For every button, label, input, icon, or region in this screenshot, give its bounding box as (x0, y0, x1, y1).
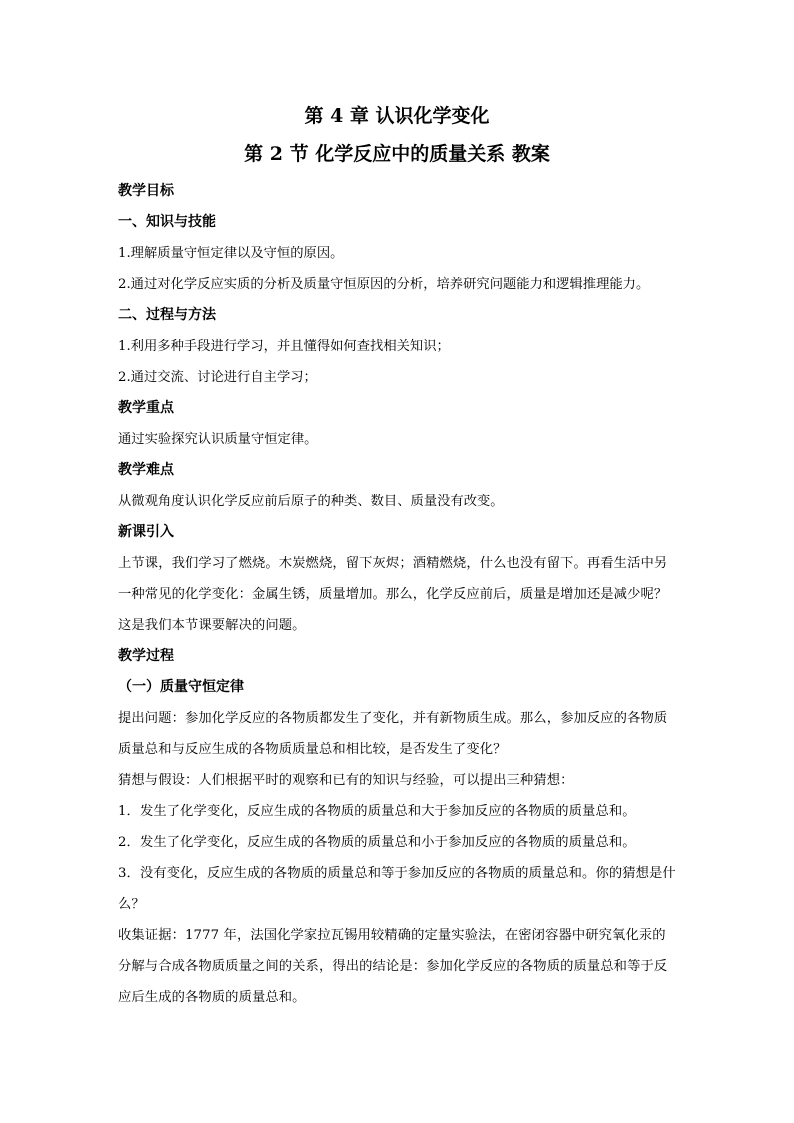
process-method-heading: 二、过程与方法 (118, 307, 216, 323)
knowledge-item: 2.通过对化学反应实质的分析及质量守恒原因的分析，培养研究问题能力和逻辑推理能力。 (118, 277, 650, 292)
knowledge-heading: 一、知识与技能 (118, 214, 216, 230)
key-point-heading: 教学重点 (118, 400, 174, 416)
objectives-heading: 教学目标 (118, 183, 174, 199)
key-point-text: 通过实验探究认识质量守恒定律。 (118, 432, 318, 447)
difficulty-heading: 教学难点 (118, 462, 174, 478)
hypothesis-paragraph: 猜想与假设：人们根据平时的观察和已有的知识与经验，可以提出三种猜想： (118, 773, 574, 788)
intro-heading: 新课引入 (118, 524, 174, 540)
intro-paragraph: 上节课，我们学习了燃烧。木炭燃烧，留下灰烬；酒精燃烧，什么也没有留下。再看生活中另一种常见的化学变化：金属生锈，质量增加。那么，化学反应前后，质量是增加还是减少呢？这是我们本节课要解决的问题。 (118, 556, 668, 633)
conservation-law-subheading: （一）质量守恒定律 (118, 679, 244, 695)
section-title: 第 2 节 化学反应中的质量关系 教案 (244, 143, 550, 165)
evidence-paragraph: 收集证据：1777 年，法国化学家拉瓦锡用较精确的定量实验法，在密闭容器中研究氧化汞的分解与合成各物质质量之间的关系，得出的结论是：参加化学反应的各物质的质量总和等于反应后生成的各物质的质量总和。 (118, 928, 668, 1005)
chapter-title: 第 4 章 认识化学变化 (304, 105, 490, 127)
difficulty-text: 从微观角度认识化学反应前后原子的种类、数目、质量没有改变。 (118, 494, 504, 509)
question-paragraph: 提出问题：参加化学反应的各物质都发生了变化，并有新物质生成。那么，参加反应的各物质质量总和与反应生成的各物质质量总和相比较，是否发生了变化？ (118, 711, 668, 757)
guess-item: 3．没有变化，反应生成的各物质的质量总和等于参加反应的各物质的质量总和。你的猜想是什么？ (118, 866, 676, 912)
knowledge-item: 1.理解质量守恒定律以及守恒的原因。 (118, 246, 344, 261)
process-method-item: 1.利用多种手段进行学习，并且懂得如何查找相关知识； (118, 339, 450, 354)
teaching-process-heading: 教学过程 (118, 648, 174, 664)
process-method-item: 2.通过交流、讨论进行自主学习； (118, 370, 317, 385)
guess-item: 2．发生了化学变化，反应生成的各物质的质量总和小于参加反应的各物质的质量总和。 (118, 835, 636, 850)
guess-item: 1．发生了化学变化，反应生成的各物质的质量总和大于参加反应的各物质的质量总和。 (118, 804, 636, 819)
